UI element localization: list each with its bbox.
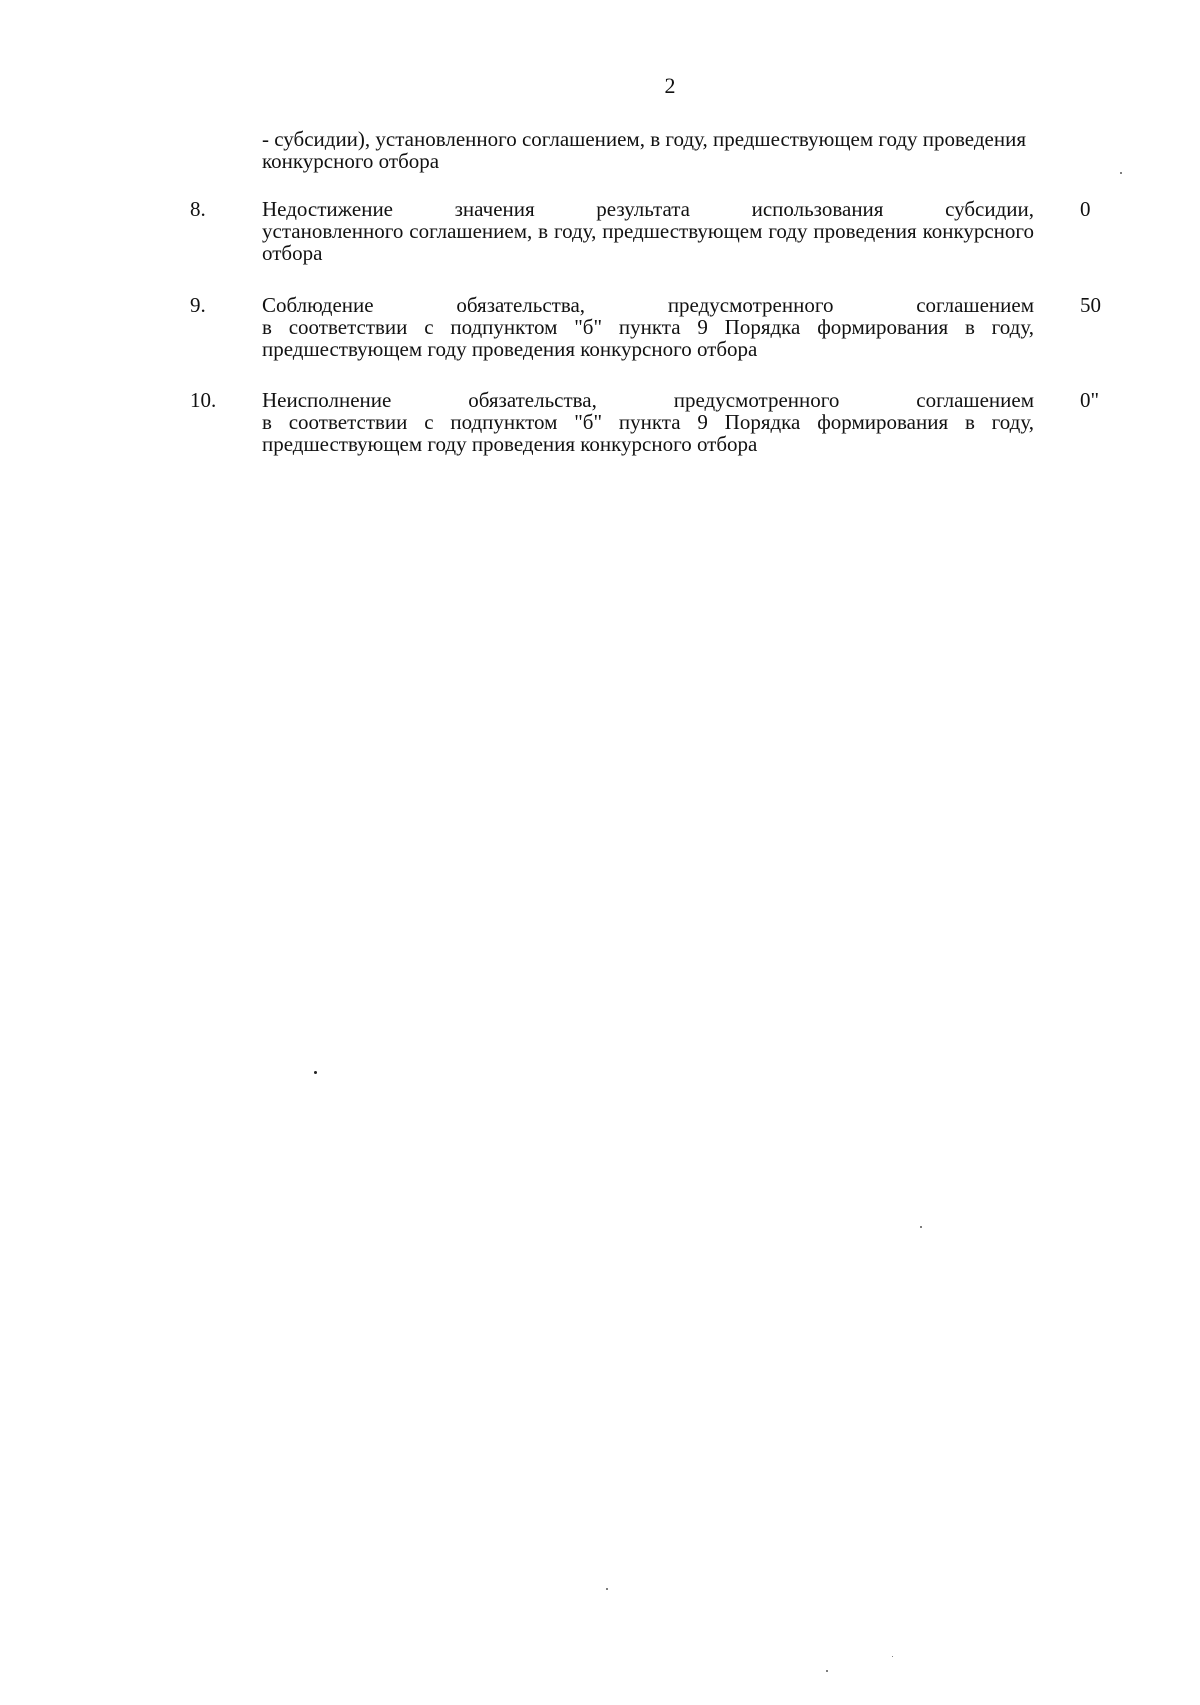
item-text-first-line: Соблюдение обязательства, предусмотренного соглашением [262,293,1034,317]
scan-speck [1120,172,1122,174]
item-score: 50 [1080,293,1101,317]
item-text [262,198,1034,264]
item-text-rest: в соответствии с подпунктом "б" пункта 9 Порядка формирования в году, предшествующем году проведения конкурсного отбора [262,410,1034,456]
scan-speck [606,1588,608,1590]
item-number: 10. [190,388,217,412]
scan-speck [314,1071,317,1074]
scan-speck [892,1656,893,1657]
item-text-rest: в соответствии с подпунктом "б" пункта 9 Порядка формирования в году, предшествующем году проведения конкурсного отбора [262,315,1034,361]
continuation-text: - субсидии), установленного соглашением, в году, предшествующем году проведения конкурсного отбора [262,127,1026,173]
item-score: 0" [1080,388,1100,412]
item-number: 9. [190,293,206,317]
item-text-first-line: Неисполнение обязательства, предусмотренного соглашением [262,388,1034,412]
item-text-first-line: Недостижение значения результата использования субсидии, [262,197,1034,221]
scan-speck [826,1670,828,1672]
item-text [262,294,1034,360]
item-number: 8. [190,197,206,221]
item-text [262,389,1034,455]
item-text-rest: установленного соглашением, в году, предшествующем году проведения конкурсного отбора [262,219,1034,265]
item-score: 0 [1080,197,1091,221]
page-number: 2 [664,73,676,98]
scan-speck [920,1226,922,1228]
